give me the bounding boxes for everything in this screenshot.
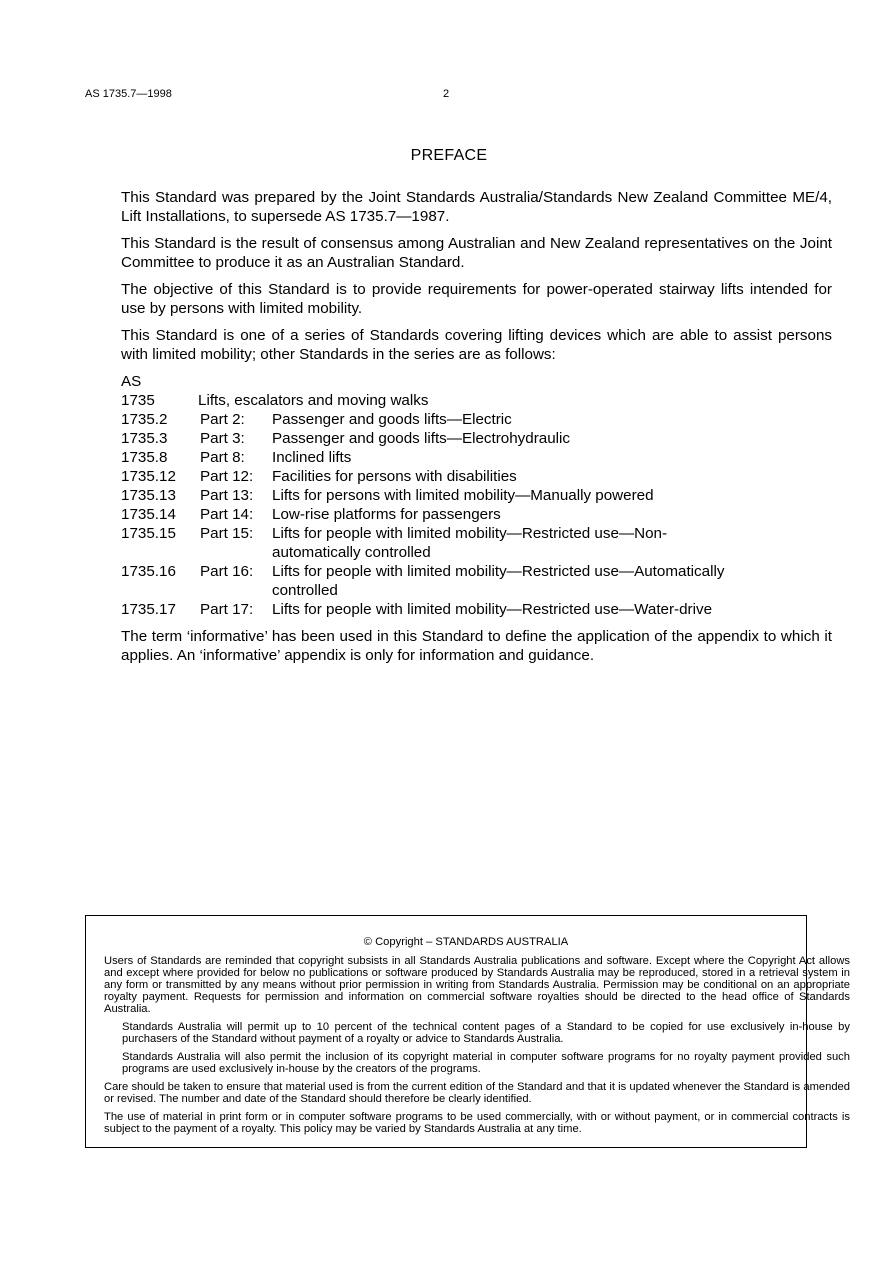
- copyright-title: © Copyright – STANDARDS AUSTRALIA: [363, 936, 569, 948]
- part-label: Part 16:: [200, 563, 254, 580]
- list-item: [121, 429, 832, 448]
- copyright-paragraph: Standards Australia will permit up to 10 percent of the technical content pages of a Standard to be copied for use exclusively in-house by purchasers of the Standard without payment of a royalty or advice to Standards Australia.: [122, 1021, 850, 1045]
- standard-title: [272, 505, 832, 524]
- standard-title: [272, 524, 832, 562]
- list-item: [121, 562, 832, 600]
- list-item: [121, 467, 832, 486]
- standard-number: 1735.16: [121, 563, 176, 580]
- copyright-notice: [104, 936, 850, 1141]
- part-label: Part 14:: [200, 506, 254, 523]
- part-label: Part 2:: [200, 411, 245, 428]
- copyright-paragraph: The use of material in print form or in computer software programs to be used commercially, with or without payment, or in commercial contracts is subject to the payment of a royalty. This policy may be varied by Standards Australia at any time.: [104, 1111, 850, 1135]
- standard-title-continuation: controlled: [272, 582, 338, 599]
- standard-title: [272, 467, 832, 486]
- standard-title-text: Lifts for people with limited mobility—Restricted use—Automatically: [272, 563, 725, 580]
- document-id: AS 1735.7—1998: [85, 88, 172, 100]
- standard-title-text: Passenger and goods lifts—Electric: [272, 411, 512, 428]
- copyright-paragraph: Standards Australia will also permit the inclusion of its copyright material in computer software programs for no royalty payment provided such programs are used exclusively in-house by the creators of the programs.: [122, 1051, 850, 1075]
- standard-title-text: Lifts for persons with limited mobility—Manually powered: [272, 487, 654, 504]
- copyright-paragraph: Care should be taken to ensure that material used is from the current edition of the Standard and that it is updated whenever the Standard is amended or revised. The number and date of the Standard should therefore be clearly identified.: [104, 1081, 850, 1105]
- standard-title-continuation: automatically controlled: [272, 544, 431, 561]
- standard-title: [272, 486, 832, 505]
- standard-number: 1735.2: [121, 411, 168, 428]
- paragraph: This Standard was prepared by the Joint Standards Australia/Standards New Zealand Committee ME/4, Lift Installations, to supersede AS 1735.7—1987.: [121, 189, 832, 225]
- list-heading: AS: [121, 373, 142, 390]
- list-item: [121, 505, 832, 524]
- standard-number: 1735: [121, 392, 155, 409]
- paragraph: This Standard is the result of consensus among Australian and New Zealand representatives on the Joint Committee to produce it as an Australian Standard.: [121, 235, 832, 271]
- closing-paragraph: The term ‘informative’ has been used in this Standard to define the application of the appendix to which it applies. An ‘informative’ appendix is only for information and guidance.: [121, 628, 832, 664]
- list-item: [121, 486, 832, 505]
- standard-title: [272, 429, 832, 448]
- standards-series-list: [121, 372, 832, 619]
- part-label: Part 3:: [200, 430, 245, 447]
- part-label: Part 12:: [200, 468, 254, 485]
- standard-number: 1735.8: [121, 449, 168, 466]
- list-item: [121, 600, 832, 619]
- standard-title-text: Lifts for people with limited mobility—Restricted use—Water-drive: [272, 601, 713, 618]
- standard-title: [272, 410, 832, 429]
- part-label: Part 8:: [200, 449, 245, 466]
- standard-number: 1735.13: [121, 487, 176, 504]
- standard-title: Lifts, escalators and moving walks: [198, 392, 429, 409]
- paragraph: The objective of this Standard is to provide requirements for power-operated stairway lifts intended for use by persons with limited mobility.: [121, 281, 832, 317]
- standard-title: [272, 448, 832, 467]
- list-item: [121, 524, 832, 562]
- part-label: Part 17:: [200, 601, 254, 618]
- standard-number: 1735.14: [121, 506, 176, 523]
- standard-title: [272, 600, 832, 619]
- standard-title-text: Low-rise platforms for passengers: [272, 506, 501, 523]
- standard-title: [272, 562, 832, 600]
- standard-number: 1735.12: [121, 468, 176, 485]
- page-number: 2: [443, 88, 450, 100]
- standard-title-text: Lifts for people with limited mobility—Restricted use—Non-: [272, 525, 668, 542]
- standard-number: 1735.15: [121, 525, 176, 542]
- page-title: PREFACE: [410, 147, 488, 164]
- standard-title-text: Passenger and goods lifts—Electrohydraulic: [272, 430, 571, 447]
- standard-title-text: Inclined lifts: [272, 449, 352, 466]
- list-item: [121, 410, 832, 429]
- copyright-paragraph: Users of Standards are reminded that copyright subsists in all Standards Australia publications and software. Except where the Copyright Act allows and except where provided for below no publications or software produced by Standards Australia may be reproduced, stored in a retrieval system in any form or transmitted by any means without prior permission in writing from Standards Australia. Permission may be conditional on an appropriate royalty payment. Requests for permission and information on commercial software royalties should be directed to the head office of Standards Australia.: [104, 955, 850, 1015]
- standard-number: 1735.17: [121, 601, 176, 618]
- standard-title-text: Facilities for persons with disabilities: [272, 468, 517, 485]
- part-label: Part 15:: [200, 525, 254, 542]
- list-item: [121, 448, 832, 467]
- preface-body: [121, 188, 832, 673]
- paragraph: This Standard is one of a series of Standards covering lifting devices which are able to assist persons with limited mobility; other Standards in the series are as follows:: [121, 327, 832, 363]
- part-label: Part 13:: [200, 487, 254, 504]
- list-item: [121, 391, 832, 410]
- standard-number: 1735.3: [121, 430, 168, 447]
